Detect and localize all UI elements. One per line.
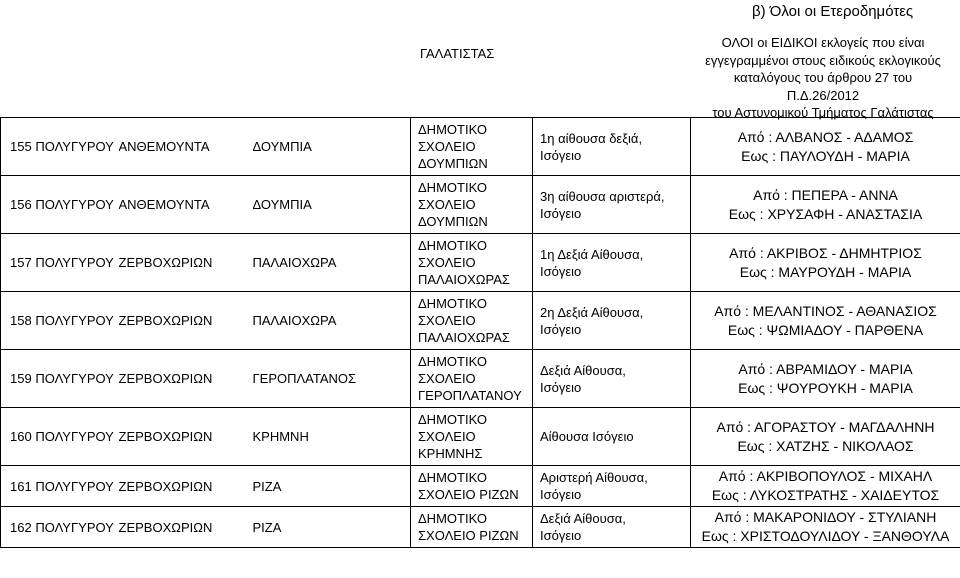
municipality-name: ΠΟΛΥΓΥΡΟΥ [35,313,114,328]
school-line: ΔΗΜΟΤΙΚΟ [418,180,487,195]
municipal-unit: ΖΕΡΒΟΧΩΡΙΩΝ [118,255,213,270]
school-cell [411,292,533,350]
range-from: Από : ΜΑΚΑΡΟΝΙΔΟΥ - ΣΤΥΛΙΑΝΗ [714,509,937,525]
station-number-cell [1,234,119,292]
station-number: 156 [10,197,32,212]
room-line: 3η αίθουσα αριστερά, [540,188,665,204]
room-cell [533,507,691,548]
voter-range-cell [691,408,960,466]
school-line: ΣΧΟΛΕΙΟ ΡΙΖΩΝ [418,487,519,502]
place-cell [253,176,411,234]
special-voters-description [698,34,948,122]
school-cell [411,466,533,507]
school-cell [411,234,533,292]
school-line: ΣΧΟΛΕΙΟ [418,371,476,386]
description-line: εγγεγραμμένοι στους ειδικούς εκλογικούς [705,52,941,68]
school-cell [411,118,533,176]
room-line: 1η Δεξιά Αίθουσα, [540,246,644,262]
unit-cell [119,292,253,350]
school-line: ΔΟΥΜΠΙΩΝ [418,214,488,229]
station-number: 162 [10,519,32,535]
unit-cell [119,118,253,176]
school-line: ΚΡΗΜΝΗΣ [418,446,483,461]
voter-range-cell [691,176,960,234]
range-to: Εως : ΛΥΚΟΣΤΡΑΤΗΣ - ΧΑΙΔΕΥΤΟΣ [711,487,940,503]
station-number: 157 [10,255,32,270]
range-from: Από : ΜΕΛΑΝΤΙΝΟΣ - ΑΘΑΝΑΣΙΟΣ [714,302,937,319]
municipality-name: ΠΟΛΥΓΥΡΟΥ [35,519,114,535]
room-cell [533,118,691,176]
room-cell [533,292,691,350]
school-line: ΓΕΡΟΠΛΑΤΑΝΟΥ [418,388,522,403]
section-title: β) Όλοι οι Ετεροδημότες [752,3,914,20]
table-row [1,507,960,548]
unit-cell [119,350,253,408]
community-name: ΡΙΖΑ [252,519,282,535]
range-from: Από : ΑΚΡΙΒΟΠΟΥΛΟΣ - ΜΙΧΑΗΛ [718,468,933,484]
school-line: ΔΗΜΟΤΙΚΟ [418,511,487,526]
unit-cell [119,507,253,548]
voter-range-cell [691,292,960,350]
school-cell [411,507,533,548]
range-to: Εως : ΨΟΥΡΟΥΚΗ - ΜΑΡΙΑ [738,379,913,396]
range-to: Εως : ΜΑΥΡΟΥΔΗ - ΜΑΡΙΑ [739,263,912,280]
station-number: 161 [10,478,32,494]
school-line: ΠΑΛΑΙΟΧΩΡΑΣ [418,330,510,345]
community-name: ΚΡΗΜΝΗ [252,429,309,444]
voter-range-cell [691,350,960,408]
school-line: ΔΗΜΟΤΙΚΟ [418,412,487,427]
room-line: Ισόγειο [540,487,582,502]
municipal-unit: ΖΕΡΒΟΧΩΡΙΩΝ [118,429,213,444]
station-number-cell [1,507,119,548]
municipal-unit: ΖΕΡΒΟΧΩΡΙΩΝ [118,519,213,535]
community-name: ΡΙΖΑ [252,478,282,494]
table-row [1,118,960,176]
station-number-cell [1,176,119,234]
room-line: Ισόγειο [540,321,582,337]
range-from: Από : ΑΒΡΑΜΙΔΟΥ - ΜΑΡΙΑ [738,360,913,377]
municipality-name: ΠΟΛΥΓΥΡΟΥ [35,429,114,444]
voter-range-cell [691,466,960,507]
table-row [1,292,960,350]
unit-cell [119,176,253,234]
unit-cell [119,408,253,466]
range-to: Εως : ΧΡΙΣΤΟΔΟΥΛΙΔΟΥ - ΞΑΝΘΟΥΛΑ [701,528,950,544]
school-line: ΣΧΟΛΕΙΟ [418,255,476,270]
station-number-cell [1,118,119,176]
school-line: ΔΗΜΟΤΙΚΟ [418,354,487,369]
room-cell [533,176,691,234]
description-line: του Αστυνομικού Τμήματος Γαλάτιστας [712,105,934,120]
voter-range-cell [691,118,960,176]
municipal-unit: ΖΕΡΒΟΧΩΡΙΩΝ [118,313,213,328]
community-name: ΔΟΥΜΠΙΑ [252,197,312,212]
room-cell [533,350,691,408]
school-line: ΔΗΜΟΤΙΚΟ [418,238,487,253]
community-name: ΓΕΡΟΠΛΑΤΑΝΟΣ [252,371,357,386]
room-line: 2η Δεξιά Αίθουσα, [540,304,644,320]
school-line: ΔΗΜΟΤΙΚΟ [418,470,487,485]
room-line: Αριστερή Αίθουσα, [540,470,648,485]
school-line: ΣΧΟΛΕΙΟ [418,139,476,154]
range-to: Εως : ΧΑΤΖΗΣ - ΝΙΚΟΛΑΟΣ [737,437,914,454]
school-line: ΠΑΛΑΙΟΧΩΡΑΣ [418,272,510,287]
room-line: Ισόγειο [540,147,582,163]
voter-range-cell [691,507,960,548]
room-line: Ισόγειο [540,379,582,395]
place-cell [253,507,411,548]
station-number: 160 [10,429,32,444]
room-line: Δεξιά Αίθουσα, [540,511,626,526]
station-number-cell [1,466,119,507]
room-cell [533,234,691,292]
school-line: ΣΧΟΛΕΙΟ ΡΙΖΩΝ [418,528,519,543]
station-number: 158 [10,313,32,328]
table-row [1,408,960,466]
range-from: Από : ΠΕΠΕΡΑ - ΑΝΝΑ [753,186,898,203]
school-line: ΔΟΥΜΠΙΩΝ [418,156,488,171]
community-name: ΠΑΛΑΙΟΧΩΡΑ [252,313,337,328]
municipality-name: ΠΟΛΥΓΥΡΟΥ [35,197,114,212]
station-number-cell [1,350,119,408]
voter-range-cell [691,234,960,292]
place-cell [253,234,411,292]
municipality-name: ΠΟΛΥΓΥΡΟΥ [35,139,114,154]
range-to: Εως : ΧΡΥΣΑΦΗ - ΑΝΑΣΤΑΣΙΑ [728,205,923,222]
room-line: Αίθουσα Ισόγειο [540,429,634,444]
community-name: ΔΟΥΜΠΙΑ [252,139,312,154]
station-number: 155 [10,139,32,154]
school-line: ΣΧΟΛΕΙΟ [418,313,476,328]
place-cell [253,408,411,466]
community-name: ΠΑΛΑΙΟΧΩΡΑ [252,255,337,270]
range-to: Εως : ΠΑΥΛΟΥΔΗ - ΜΑΡΙΑ [741,147,910,164]
table-row [1,350,960,408]
station-number: 159 [10,371,32,386]
range-from: Από : ΑΚΡΙΒΟΣ - ΔΗΜΗΤΡΙΟΣ [729,244,922,261]
room-line: 1η αίθουσα δεξιά, [540,130,643,146]
range-to: Εως : ΨΩΜΙΑΔΟΥ - ΠΑΡΘΕΝΑ [727,321,924,338]
table-row [1,466,960,507]
municipal-unit: ΖΕΡΒΟΧΩΡΙΩΝ [118,371,213,386]
room-line: Δεξιά Αίθουσα, [540,362,626,378]
room-line: Ισόγειο [540,205,582,221]
school-line: ΔΗΜΟΤΙΚΟ [418,122,487,137]
table-row [1,176,960,234]
place-cell [253,118,411,176]
place-cell [253,350,411,408]
municipal-unit: ΑΝΘΕΜΟΥΝΤΑ [118,197,210,212]
room-line: Ισόγειο [540,528,582,543]
table-row [1,234,960,292]
school-line: ΔΗΜΟΤΙΚΟ [418,296,487,311]
municipality-name: ΠΟΛΥΓΥΡΟΥ [35,478,114,494]
place-cell [253,292,411,350]
municipal-unit: ΑΝΘΕΜΟΥΝΤΑ [118,139,210,154]
room-cell [533,466,691,507]
school-line: ΣΧΟΛΕΙΟ [418,197,476,212]
municipality-heading: ΓΑΛΑΤΙΣΤΑΣ [420,46,495,61]
school-cell [411,408,533,466]
polling-stations-table [0,117,960,548]
unit-cell [119,466,253,507]
description-line: καταλόγους του άρθρου 27 του Π.Δ.26/2012 [733,70,913,103]
station-number-cell [1,408,119,466]
description-line: ΟΛΟΙ οι ΕΙΔΙΚΟΙ εκλογείς που είναι [721,35,925,50]
school-cell [411,176,533,234]
municipality-name: ΠΟΛΥΓΥΡΟΥ [35,255,114,270]
station-number-cell [1,292,119,350]
school-cell [411,350,533,408]
range-from: Από : ΑΓΟΡΑΣΤΟΥ - ΜΑΓΔΑΛΗΝΗ [716,418,935,435]
room-cell [533,408,691,466]
place-cell [253,466,411,507]
school-line: ΣΧΟΛΕΙΟ [418,429,476,444]
unit-cell [119,234,253,292]
municipality-name: ΠΟΛΥΓΥΡΟΥ [35,371,114,386]
room-line: Ισόγειο [540,263,582,279]
range-from: Από : ΑΛΒΑΝΟΣ - ΑΔΑΜΟΣ [737,128,914,145]
municipal-unit: ΖΕΡΒΟΧΩΡΙΩΝ [118,478,213,494]
